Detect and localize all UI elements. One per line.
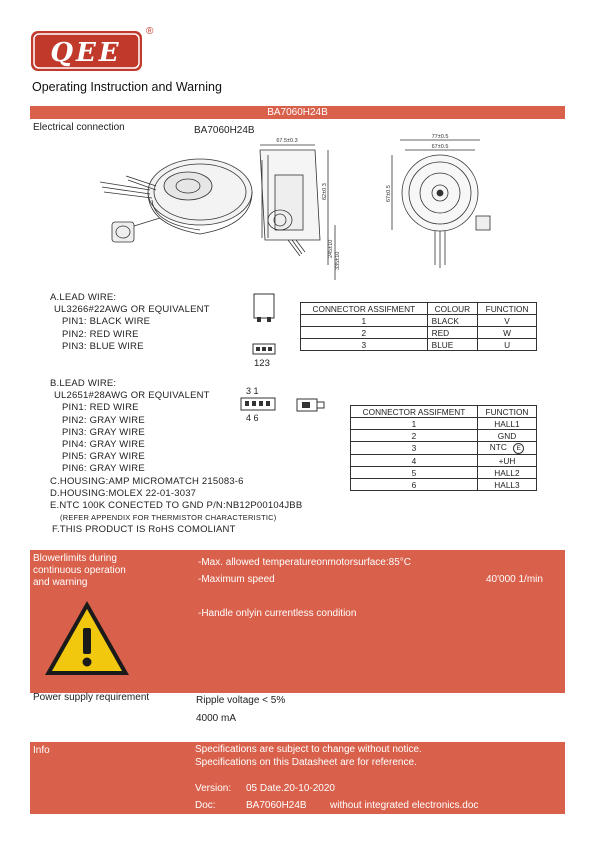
blower-front-view	[260, 138, 341, 280]
table-cell: 2	[351, 430, 478, 442]
warning-label-line: and warning	[33, 577, 88, 588]
info-line-1: Specifications are subject to change without notice.	[195, 744, 422, 755]
dim-front-width: 67.5±0.3	[276, 138, 298, 144]
table-cell: BLUE	[427, 339, 477, 351]
table-cell: 2	[301, 327, 428, 339]
version-label: Version:	[195, 783, 232, 794]
doc-description: without integrated electronics.doc	[330, 800, 479, 811]
table-row	[351, 418, 537, 430]
connector-b-housing-icon	[296, 397, 326, 418]
max-speed-label: -Maximum speed	[198, 574, 275, 585]
table-cell: 3	[301, 339, 428, 351]
table-header-cell: COLOUR	[427, 303, 477, 315]
table-header-cell: CONNECTOR ASSIFMENT	[301, 303, 428, 315]
table-cell: 1	[351, 418, 478, 430]
lead-b-pin-4: PIN4: GRAY WIRE	[62, 439, 145, 451]
table-cell: 1	[301, 315, 428, 327]
connector-a-pin-numbers: 123	[254, 358, 270, 369]
table-cell: U	[478, 339, 537, 351]
connector-b-table	[350, 405, 537, 491]
table-cell: 3	[351, 442, 478, 455]
table-cell: V	[478, 315, 537, 327]
table-row	[301, 315, 537, 327]
warning-section	[30, 550, 565, 693]
model-band: BA7060H24B	[30, 106, 565, 119]
table-cell: HALL3	[477, 479, 536, 491]
table-cell	[477, 442, 536, 455]
page-title: Operating Instruction and Warning	[32, 80, 222, 94]
dim-side-height: 67±0.5	[386, 185, 392, 202]
supply-current: 4000 mA	[196, 713, 237, 724]
table-header-row	[351, 406, 537, 418]
max-speed-value: 40'000 1/min	[486, 574, 543, 585]
drawing-model: BA7060H24B	[194, 125, 255, 136]
dim-lead-1: 245±10	[328, 239, 334, 258]
dim-lead-2: 335±10	[335, 251, 341, 270]
note-e: E.NTC 100K CONECTED TO GND P/N:NB12P00104JBB	[50, 500, 303, 512]
warning-label	[33, 553, 126, 589]
table-cell: 6	[351, 479, 478, 491]
lead-b-pin-2: PIN2: GRAY WIRE	[62, 414, 145, 426]
dim-side-width-2: 67±0.5	[431, 144, 449, 150]
table-cell: +UH	[477, 455, 536, 467]
lead-a-title: A.LEAD WIRE:	[50, 292, 117, 303]
lead-a-block	[50, 292, 210, 353]
table-cell: BLACK	[427, 315, 477, 327]
note-f: F.THIS PRODUCT IS RoHS COMOLIANT	[52, 524, 236, 536]
logo-text: QEE	[50, 38, 122, 68]
dim-height: 62±0.3	[322, 183, 328, 200]
info-label: Info	[33, 745, 50, 756]
info-section	[30, 742, 565, 814]
lead-a-pin-2: PIN2: RED WIRE	[62, 328, 139, 340]
ripple-voltage: Ripple voltage < 5%	[196, 695, 286, 706]
connector-b-pin-bottom: 4 6	[246, 413, 259, 423]
lead-a-pin-1: PIN1: BLACK WIRE	[62, 316, 151, 328]
table-row	[301, 327, 537, 339]
table-header-row	[301, 303, 537, 315]
lead-a-pin-3: PIN3: BLUE WIRE	[62, 340, 144, 352]
ntc-mark-icon: E	[513, 443, 524, 454]
power-supply-label: Power supply requirement	[33, 692, 150, 703]
warning-triangle-icon	[42, 598, 132, 683]
qee-logo	[30, 30, 143, 72]
version-value: 05 Date.20-10-2020	[246, 783, 335, 794]
table-row	[351, 455, 537, 467]
handle-note: -Handle onlyin currentless condition	[198, 608, 357, 619]
table-row	[351, 467, 537, 479]
table-cell: RED	[427, 327, 477, 339]
table-cell: HALL1	[477, 418, 536, 430]
note-d: D.HOUSING:MOLEX 22-01-3037	[50, 487, 197, 499]
table-row	[351, 430, 537, 442]
table-header-cell: FUNCTION	[478, 303, 537, 315]
table-row	[351, 479, 537, 491]
table-cell: 5	[351, 467, 478, 479]
max-temperature: -Max. allowed temperatureonmotorsurface:85°C	[198, 557, 411, 568]
doc-label: Doc:	[195, 800, 216, 811]
lead-a-spec: UL3266#22AWG OR EQUIVALENT	[54, 304, 210, 316]
doc-value: BA7060H24B	[246, 800, 307, 811]
dim-side-width-1: 77±0.5	[431, 134, 449, 140]
table-cell-text: NTC	[489, 442, 507, 452]
note-e-sub: (REFER APPENDIX FOR THERMISTOR CHARACTERISTIC)	[60, 513, 277, 523]
lead-b-pin-5: PIN5: GRAY WIRE	[62, 451, 145, 463]
connector-b-pin-top: 3 1	[246, 386, 259, 396]
blower-isometric-view	[100, 159, 252, 242]
lead-b-spec: UL2651#28AWG OR EQUIVALENT	[54, 390, 210, 402]
table-row	[301, 339, 537, 351]
lead-b-pin-6: PIN6: GRAY WIRE	[62, 463, 145, 475]
warning-label-line: continuous operation	[33, 565, 126, 576]
blower-side-view	[386, 134, 490, 268]
table-cell: W	[478, 327, 537, 339]
lead-b-title: B.LEAD WIRE:	[50, 378, 117, 389]
warning-label-line: Blowerlimits during	[33, 553, 117, 564]
electrical-connection-label: Electrical connection	[33, 122, 125, 133]
lead-b-pin-3: PIN3: GRAY WIRE	[62, 426, 145, 438]
registered-mark: ®	[146, 26, 154, 37]
lead-b-pin-1: PIN1: RED WIRE	[62, 402, 139, 414]
connector-a-table	[300, 302, 537, 351]
blower-drawing	[30, 130, 565, 295]
info-line-2: Specifications on this Datasheet are for reference.	[195, 757, 417, 768]
table-cell: 4	[351, 455, 478, 467]
table-header-cell: CONNECTOR ASSIFMENT	[351, 406, 478, 418]
table-cell: HALL2	[477, 467, 536, 479]
connector-a-housing-icon	[252, 293, 276, 328]
table-header-cell: FUNCTION	[477, 406, 536, 418]
note-c: C.HOUSING:AMP MICROMATCH 215083-6	[50, 475, 244, 487]
table-cell: GND	[477, 430, 536, 442]
table-row	[351, 442, 537, 455]
